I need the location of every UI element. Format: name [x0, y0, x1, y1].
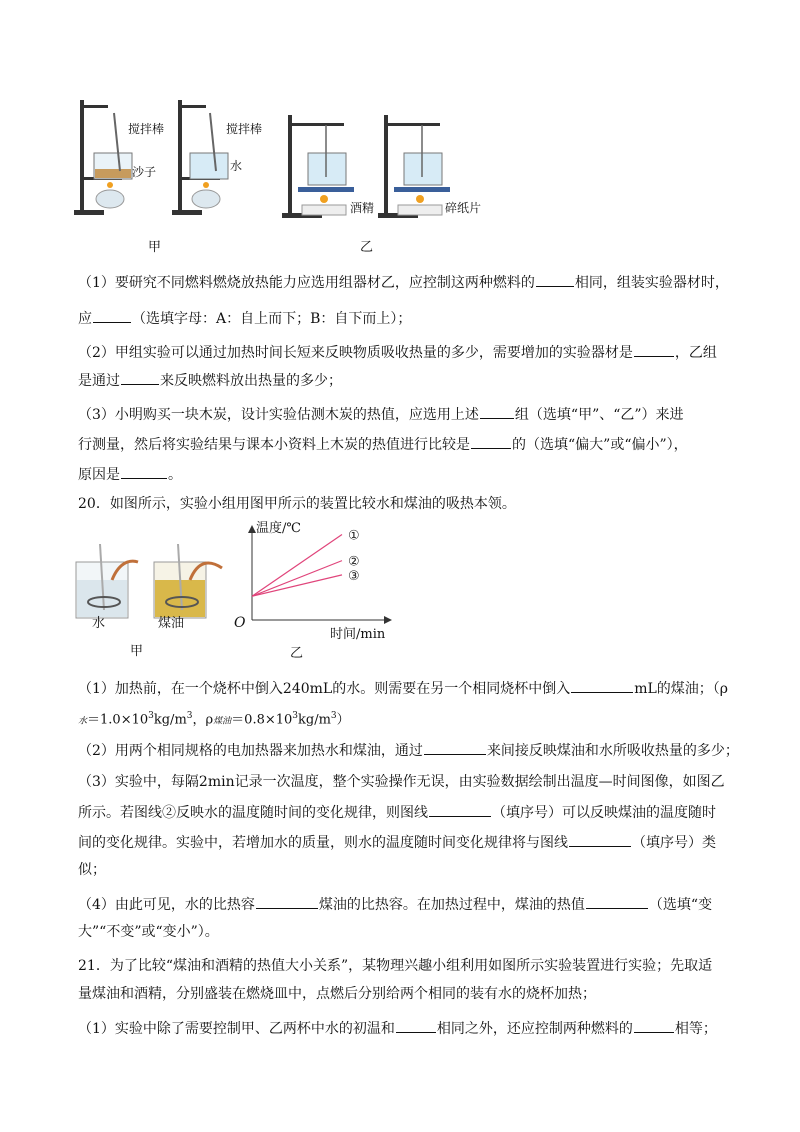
q19-line3	[78, 342, 717, 363]
q19-l2-b: （选填字母：A：自上而下；B：自下而上）；	[132, 311, 412, 327]
q20-line4: （3）实验中，每隔2min记录一次温度，整个实验操作无误，由实验数据绘制出温度—时间图像，如图乙	[78, 774, 725, 790]
q20-l2-sub1: 水	[78, 716, 88, 727]
q20-l1-a: （1）加热前，在一个烧杯中倒入240mL的水。则需要在另一个相同烧杯中倒入	[78, 681, 571, 697]
answer-blank[interactable]	[429, 802, 491, 817]
q20-l2-d: ＝0.8×10	[231, 712, 293, 728]
q21-line2: 量煤油和酒精，分别盛装在燃烧皿中，点燃后分别给两个相同的装有水的烧杯加热；	[78, 986, 596, 1002]
caption-yi: 乙	[360, 240, 374, 255]
q19-line7	[78, 464, 182, 485]
q19-line5	[78, 404, 684, 425]
q19-l5-b: 组（选填“甲”、“乙”）来进	[514, 407, 684, 423]
q20-line5	[78, 802, 716, 823]
q19-l2-a: 应	[78, 311, 92, 327]
label-beaker-kerosene: 煤油	[158, 616, 185, 631]
iron-stand-d	[378, 115, 450, 218]
q21-l3-b: 相同之外，还应控制两种燃料的	[436, 1021, 633, 1037]
answer-blank[interactable]	[536, 272, 574, 287]
answer-blank[interactable]	[569, 832, 631, 847]
series-label-3: ③	[348, 568, 360, 584]
q20-l6-b: （填序号）类	[632, 835, 716, 851]
iron-stand-a	[74, 100, 132, 215]
q19-l6-b: 的（选填“偏大”或“偏小”），	[512, 437, 688, 453]
caption-q20-yi: 乙	[290, 646, 304, 661]
q20-line8	[78, 894, 712, 915]
caption-q20-jia: 甲	[130, 644, 144, 659]
q20-line6	[78, 832, 716, 853]
answer-blank[interactable]	[634, 1018, 674, 1033]
q20-l2-e1: 3	[148, 711, 154, 721]
x-axis-label: 时间/min	[330, 627, 386, 642]
q20-l2-e2: 3	[186, 711, 193, 721]
q20-l5-b: （填序号）可以反映煤油的温度随时	[492, 805, 716, 821]
series-label-2: ②	[348, 554, 360, 570]
y-axis-label: 温度/℃	[256, 521, 301, 536]
label-stir-rod-2: 搅拌棒	[226, 122, 263, 136]
q19-line1	[78, 272, 729, 293]
q20-line1	[78, 678, 728, 699]
label-alcohol: 酒精	[350, 201, 375, 215]
iron-stand-b	[172, 100, 228, 215]
q19-l1-a: （1）要研究不同燃料燃烧放热能力应选用组器材乙，应控制这两种燃料的	[78, 275, 535, 291]
q20-l2-c: ，ρ	[192, 712, 214, 728]
q19-line6	[78, 434, 688, 455]
q20-l8-a: （4）由此可见，水的比热容	[78, 897, 255, 913]
iron-stand-c	[282, 115, 354, 218]
q20-l2-e: kg/m	[298, 712, 331, 728]
q20-l8-c: （选填“变	[648, 897, 713, 913]
q19-l5-a: （3）小明购买一块木炭，设计实验估测木炭的热值，应选用上述	[78, 407, 479, 423]
answer-blank[interactable]	[571, 678, 633, 693]
q20-l2-b: kg/m	[153, 712, 187, 728]
q19-l3-b: ，乙组	[674, 345, 717, 361]
q20-line9: 大”“不变”或“变小”）。	[78, 924, 219, 940]
series-label-1: ①	[348, 528, 360, 544]
label-beaker-water: 水	[92, 616, 106, 631]
label-sand: 沙子	[132, 165, 157, 179]
label-water: 水	[230, 159, 243, 173]
q19-l1-b: 相同，组装实验器材时，	[574, 275, 729, 291]
q20-l8-b: 煤油的比热容。在加热过程中，煤油的热值	[318, 897, 585, 913]
q21-l3-c: 相等；	[674, 1021, 717, 1037]
answer-blank[interactable]	[586, 894, 648, 909]
q20-l2-a: ＝1.0×10	[87, 712, 149, 728]
q20-intro: 20．如图所示，实验小组用图甲所示的装置比较水和煤油的吸热本领。	[78, 496, 516, 512]
q19-l6-a: 行测量，然后将实验结果与课本小资料上木炭的热值进行比较是	[78, 437, 470, 453]
answer-blank[interactable]	[471, 434, 511, 449]
q20-line7: 似；	[78, 862, 106, 878]
q20-l5-a: 所示。若图线②反映水的温度随时间的变化规律，则图线	[78, 805, 428, 821]
q20-line2	[78, 706, 350, 731]
label-stir-rod-1: 搅拌棒	[128, 122, 165, 136]
answer-blank[interactable]	[256, 894, 318, 909]
answer-blank[interactable]	[121, 464, 167, 479]
q19-l7-a: 原因是	[78, 467, 120, 483]
q19-l4-b: 来反映燃料放出热量的多少；	[160, 373, 342, 389]
answer-blank[interactable]	[93, 308, 131, 323]
q20-l2-sub2: 煤油	[213, 716, 232, 727]
q19-l4-a: 是通过	[78, 373, 120, 389]
q19-l7-b: 。	[168, 467, 182, 483]
q20-l2-e4: 3	[330, 711, 337, 721]
origin-label: O	[234, 615, 246, 631]
caption-jia: 甲	[148, 240, 162, 255]
q21-l3-a: （1）实验中除了需要控制甲、乙两杯中水的初温和	[78, 1021, 395, 1037]
q19-line2	[78, 308, 411, 329]
q19-line4	[78, 370, 342, 391]
label-paper: 碎纸片	[445, 201, 482, 215]
q20-l3-a: （2）用两个相同规格的电加热器来加热水和煤油，通过	[78, 743, 423, 759]
beaker-water	[76, 544, 138, 618]
q20-l6-a: 间的变化规律。实验中，若增加水的质量，则水的温度随时间变化规律将与图线	[78, 835, 568, 851]
q21-line3	[78, 1018, 717, 1039]
beaker-kerosene	[154, 544, 222, 618]
q19-l3-a: （2）甲组实验可以通过加热时间长短来反映物质吸收热量的多少，需要增加的实验器材是	[78, 345, 633, 361]
q20-l1-b: mL的煤油；（ρ	[634, 681, 729, 697]
answer-blank[interactable]	[480, 404, 514, 419]
answer-blank[interactable]	[634, 342, 674, 357]
q21-line1: 21．为了比较“煤油和酒精的热值大小关系”，某物理兴趣小组利用如图所示实验装置进行实验；先取适	[78, 958, 713, 974]
figure-top	[70, 95, 490, 255]
q20-line3	[78, 740, 739, 761]
answer-blank[interactable]	[121, 370, 159, 385]
q20-l3-b: 来间接反映煤油和水所吸收热量的多少；	[486, 743, 739, 759]
answer-blank[interactable]	[396, 1018, 436, 1033]
q20-l2-e3: 3	[292, 711, 299, 721]
answer-blank[interactable]	[424, 740, 486, 755]
chart-temperature-time	[232, 515, 402, 640]
q20-l2-f: ）	[336, 712, 350, 728]
